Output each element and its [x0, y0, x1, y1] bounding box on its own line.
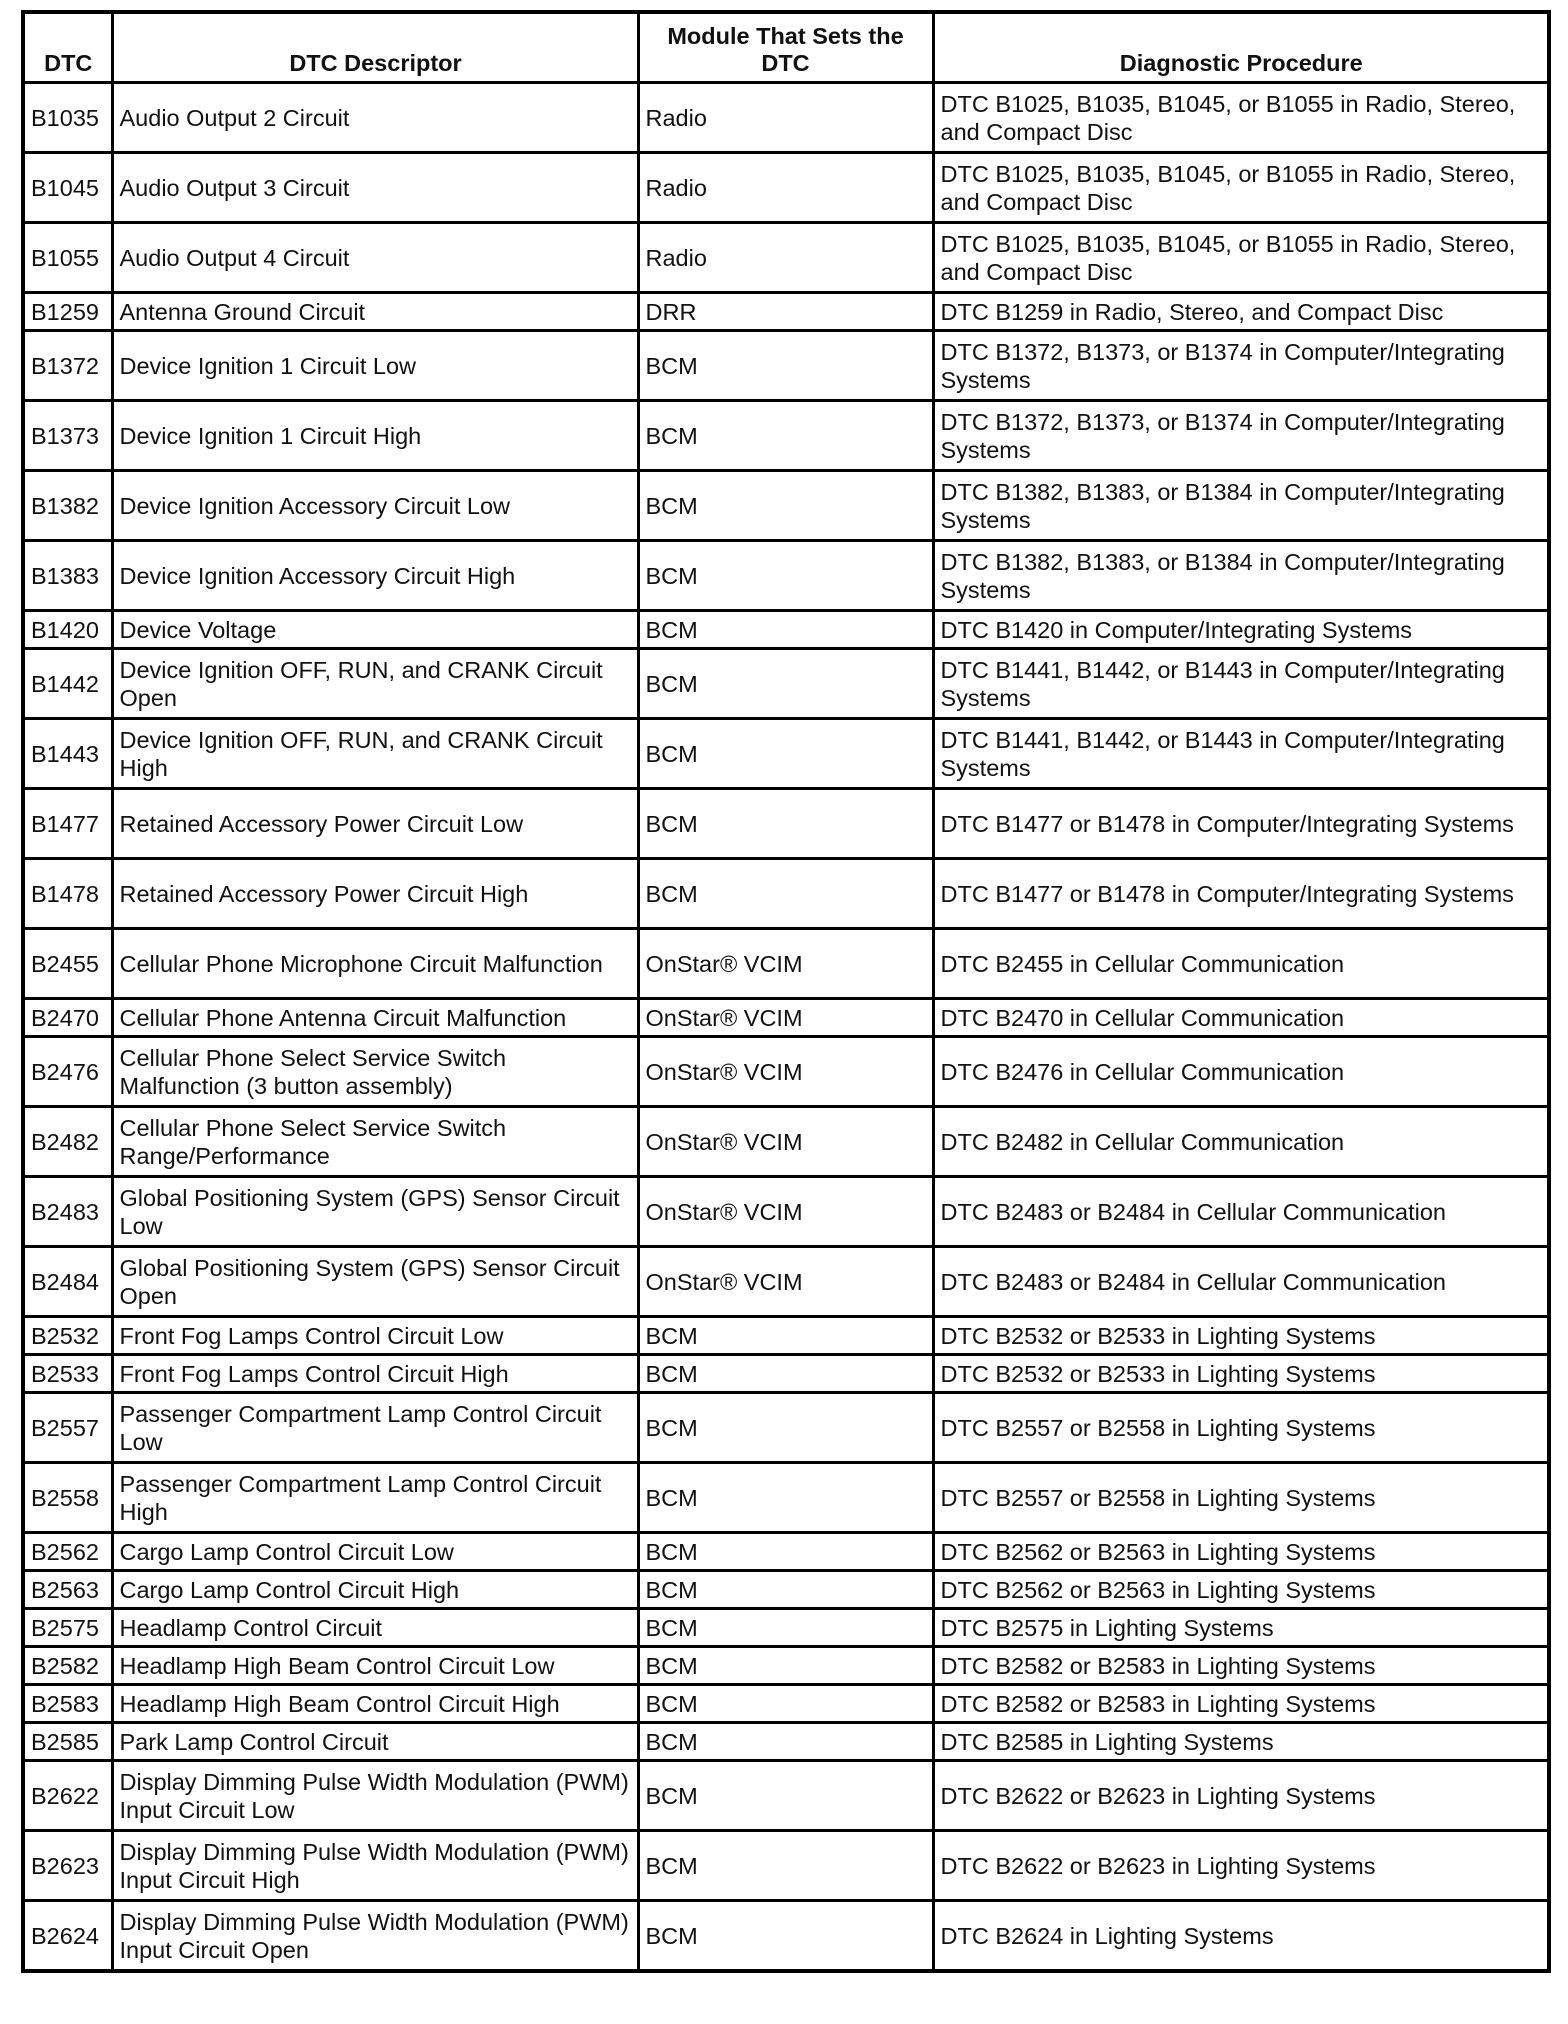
diagnostic-procedure-cell: DTC B2483 or B2484 in Cellular Communication	[933, 1177, 1549, 1247]
table-row	[23, 611, 1549, 649]
dtc-code-cell: B1373	[23, 401, 112, 471]
diagnostic-procedure-cell: DTC B2575 in Lighting Systems	[933, 1609, 1549, 1647]
module-cell: BCM	[638, 1761, 933, 1831]
dtc-descriptor-cell: Front Fog Lamps Control Circuit High	[112, 1355, 638, 1393]
diagnostic-procedure-cell: DTC B2532 or B2533 in Lighting Systems	[933, 1317, 1549, 1355]
dtc-code-cell: B1420	[23, 611, 112, 649]
dtc-descriptor-cell: Retained Accessory Power Circuit High	[112, 859, 638, 929]
diagnostic-procedure-cell: DTC B2582 or B2583 in Lighting Systems	[933, 1685, 1549, 1723]
dtc-code-cell: B2558	[23, 1463, 112, 1533]
diagnostic-procedure-cell: DTC B1441, B1442, or B1443 in Computer/Integrating Systems	[933, 649, 1549, 719]
module-cell: OnStar® VCIM	[638, 1037, 933, 1107]
dtc-code-cell: B2583	[23, 1685, 112, 1723]
module-cell: OnStar® VCIM	[638, 1107, 933, 1177]
table-row	[23, 1685, 1549, 1723]
diagnostic-procedure-cell: DTC B2470 in Cellular Communication	[933, 999, 1549, 1037]
dtc-code-cell: B1442	[23, 649, 112, 719]
module-cell: BCM	[638, 1723, 933, 1761]
table-row	[23, 331, 1549, 401]
module-cell: BCM	[638, 1355, 933, 1393]
dtc-code-cell: B1035	[23, 83, 112, 153]
table-row	[23, 1647, 1549, 1685]
dtc-descriptor-cell: Passenger Compartment Lamp Control Circuit Low	[112, 1393, 638, 1463]
dtc-descriptor-cell: Antenna Ground Circuit	[112, 293, 638, 331]
module-cell: BCM	[638, 1609, 933, 1647]
module-cell: BCM	[638, 719, 933, 789]
dtc-descriptor-cell: Cellular Phone Select Service Switch Malfunction (3 button assembly)	[112, 1037, 638, 1107]
diagnostic-procedure-cell: DTC B2582 or B2583 in Lighting Systems	[933, 1647, 1549, 1685]
dtc-code-cell: B2623	[23, 1831, 112, 1901]
dtc-descriptor-cell: Device Ignition Accessory Circuit High	[112, 541, 638, 611]
dtc-descriptor-cell: Device Voltage	[112, 611, 638, 649]
dtc-code-cell: B2476	[23, 1037, 112, 1107]
diagnostic-procedure-cell: DTC B1477 or B1478 in Computer/Integrating Systems	[933, 789, 1549, 859]
diagnostic-procedure-cell: DTC B2585 in Lighting Systems	[933, 1723, 1549, 1761]
dtc-descriptor-cell: Audio Output 2 Circuit	[112, 83, 638, 153]
table-header	[23, 12, 1549, 83]
dtc-descriptor-cell: Cellular Phone Microphone Circuit Malfunction	[112, 929, 638, 999]
dtc-descriptor-cell: Headlamp High Beam Control Circuit Low	[112, 1647, 638, 1685]
table-row	[23, 293, 1549, 331]
module-cell: BCM	[638, 331, 933, 401]
module-cell: BCM	[638, 859, 933, 929]
dtc-descriptor-cell: Cellular Phone Select Service Switch Range/Performance	[112, 1107, 638, 1177]
header-procedure: Diagnostic Procedure	[933, 12, 1549, 83]
dtc-code-cell: B2575	[23, 1609, 112, 1647]
diagnostic-procedure-cell: DTC B2562 or B2563 in Lighting Systems	[933, 1571, 1549, 1609]
table-row	[23, 471, 1549, 541]
table-row	[23, 1177, 1549, 1247]
module-cell: BCM	[638, 541, 933, 611]
module-cell: BCM	[638, 1533, 933, 1571]
dtc-code-cell: B1443	[23, 719, 112, 789]
dtc-code-cell: B2557	[23, 1393, 112, 1463]
table-row	[23, 541, 1549, 611]
dtc-code-cell: B1383	[23, 541, 112, 611]
table-row	[23, 1901, 1549, 1972]
diagnostic-procedure-cell: DTC B1259 in Radio, Stereo, and Compact Disc	[933, 293, 1549, 331]
dtc-code-cell: B2484	[23, 1247, 112, 1317]
table-row	[23, 83, 1549, 153]
diagnostic-procedure-cell: DTC B1420 in Computer/Integrating Systems	[933, 611, 1549, 649]
dtc-descriptor-cell: Device Ignition OFF, RUN, and CRANK Circuit Open	[112, 649, 638, 719]
module-cell: OnStar® VCIM	[638, 1177, 933, 1247]
module-cell: BCM	[638, 1831, 933, 1901]
dtc-descriptor-cell: Cellular Phone Antenna Circuit Malfunction	[112, 999, 638, 1037]
diagnostic-procedure-cell: DTC B2562 or B2563 in Lighting Systems	[933, 1533, 1549, 1571]
module-cell: BCM	[638, 1393, 933, 1463]
diagnostic-procedure-cell: DTC B1372, B1373, or B1374 in Computer/Integrating Systems	[933, 401, 1549, 471]
module-cell: Radio	[638, 153, 933, 223]
table-row	[23, 859, 1549, 929]
dtc-descriptor-cell: Front Fog Lamps Control Circuit Low	[112, 1317, 638, 1355]
table-row	[23, 999, 1549, 1037]
dtc-descriptor-cell: Audio Output 3 Circuit	[112, 153, 638, 223]
diagnostic-procedure-cell: DTC B2557 or B2558 in Lighting Systems	[933, 1463, 1549, 1533]
dtc-descriptor-cell: Device Ignition 1 Circuit High	[112, 401, 638, 471]
diagnostic-procedure-cell: DTC B1372, B1373, or B1374 in Computer/Integrating Systems	[933, 331, 1549, 401]
diagnostic-procedure-cell: DTC B2532 or B2533 in Lighting Systems	[933, 1355, 1549, 1393]
dtc-descriptor-cell: Global Positioning System (GPS) Sensor Circuit Open	[112, 1247, 638, 1317]
dtc-code-cell: B2582	[23, 1647, 112, 1685]
module-cell: BCM	[638, 1901, 933, 1972]
module-cell: Radio	[638, 83, 933, 153]
module-cell: BCM	[638, 1463, 933, 1533]
dtc-table	[21, 10, 1551, 1973]
diagnostic-procedure-cell: DTC B2622 or B2623 in Lighting Systems	[933, 1831, 1549, 1901]
header-descriptor: DTC Descriptor	[112, 12, 638, 83]
table-row	[23, 401, 1549, 471]
dtc-descriptor-cell: Display Dimming Pulse Width Modulation (PWM) Input Circuit Open	[112, 1901, 638, 1972]
module-cell: BCM	[638, 1685, 933, 1723]
diagnostic-procedure-cell: DTC B1025, B1035, B1045, or B1055 in Radio, Stereo, and Compact Disc	[933, 223, 1549, 293]
dtc-code-cell: B1477	[23, 789, 112, 859]
table-row	[23, 789, 1549, 859]
diagnostic-procedure-cell: DTC B2622 or B2623 in Lighting Systems	[933, 1761, 1549, 1831]
dtc-code-cell: B2455	[23, 929, 112, 999]
dtc-descriptor-cell: Cargo Lamp Control Circuit High	[112, 1571, 638, 1609]
dtc-code-cell: B2483	[23, 1177, 112, 1247]
diagnostic-procedure-cell: DTC B2455 in Cellular Communication	[933, 929, 1549, 999]
module-cell: DRR	[638, 293, 933, 331]
table-row	[23, 1463, 1549, 1533]
table-row	[23, 1317, 1549, 1355]
table-row	[23, 153, 1549, 223]
dtc-code-cell: B2533	[23, 1355, 112, 1393]
dtc-descriptor-cell: Audio Output 4 Circuit	[112, 223, 638, 293]
dtc-code-cell: B2585	[23, 1723, 112, 1761]
dtc-descriptor-cell: Device Ignition OFF, RUN, and CRANK Circuit High	[112, 719, 638, 789]
diagnostic-procedure-cell: DTC B1382, B1383, or B1384 in Computer/Integrating Systems	[933, 541, 1549, 611]
dtc-code-cell: B2563	[23, 1571, 112, 1609]
module-cell: BCM	[638, 1571, 933, 1609]
diagnostic-procedure-cell: DTC B1382, B1383, or B1384 in Computer/Integrating Systems	[933, 471, 1549, 541]
table-row	[23, 1609, 1549, 1647]
dtc-descriptor-cell: Display Dimming Pulse Width Modulation (PWM) Input Circuit High	[112, 1831, 638, 1901]
table-row	[23, 1247, 1549, 1317]
header-row	[23, 12, 1549, 83]
table-row	[23, 649, 1549, 719]
header-dtc: DTC	[23, 12, 112, 83]
module-cell: BCM	[638, 649, 933, 719]
dtc-code-cell: B1259	[23, 293, 112, 331]
dtc-code-cell: B2532	[23, 1317, 112, 1355]
dtc-descriptor-cell: Display Dimming Pulse Width Modulation (PWM) Input Circuit Low	[112, 1761, 638, 1831]
table-row	[23, 223, 1549, 293]
table-row	[23, 1571, 1549, 1609]
dtc-descriptor-cell: Device Ignition 1 Circuit Low	[112, 331, 638, 401]
table-row	[23, 929, 1549, 999]
diagnostic-procedure-cell: DTC B2482 in Cellular Communication	[933, 1107, 1549, 1177]
table-body	[23, 83, 1549, 1972]
diagnostic-procedure-cell: DTC B2557 or B2558 in Lighting Systems	[933, 1393, 1549, 1463]
module-cell: OnStar® VCIM	[638, 1247, 933, 1317]
module-cell: BCM	[638, 789, 933, 859]
module-cell: BCM	[638, 1317, 933, 1355]
dtc-descriptor-cell: Retained Accessory Power Circuit Low	[112, 789, 638, 859]
dtc-code-cell: B1382	[23, 471, 112, 541]
table-row	[23, 1761, 1549, 1831]
diagnostic-procedure-cell: DTC B1025, B1035, B1045, or B1055 in Radio, Stereo, and Compact Disc	[933, 153, 1549, 223]
table-row	[23, 1831, 1549, 1901]
dtc-code-cell: B2482	[23, 1107, 112, 1177]
dtc-descriptor-cell: Headlamp High Beam Control Circuit High	[112, 1685, 638, 1723]
module-cell: BCM	[638, 401, 933, 471]
diagnostic-procedure-cell: DTC B2476 in Cellular Communication	[933, 1037, 1549, 1107]
dtc-descriptor-cell: Device Ignition Accessory Circuit Low	[112, 471, 638, 541]
table-row	[23, 1037, 1549, 1107]
module-cell: BCM	[638, 471, 933, 541]
dtc-descriptor-cell: Cargo Lamp Control Circuit Low	[112, 1533, 638, 1571]
table-row	[23, 1723, 1549, 1761]
module-cell: BCM	[638, 611, 933, 649]
dtc-code-cell: B1045	[23, 153, 112, 223]
dtc-document	[21, 10, 1547, 1973]
diagnostic-procedure-cell: DTC B2483 or B2484 in Cellular Communication	[933, 1247, 1549, 1317]
module-cell: OnStar® VCIM	[638, 929, 933, 999]
table-row	[23, 1107, 1549, 1177]
diagnostic-procedure-cell: DTC B1441, B1442, or B1443 in Computer/Integrating Systems	[933, 719, 1549, 789]
table-row	[23, 719, 1549, 789]
diagnostic-procedure-cell: DTC B1025, B1035, B1045, or B1055 in Radio, Stereo, and Compact Disc	[933, 83, 1549, 153]
dtc-code-cell: B2470	[23, 999, 112, 1037]
dtc-descriptor-cell: Passenger Compartment Lamp Control Circuit High	[112, 1463, 638, 1533]
module-cell: OnStar® VCIM	[638, 999, 933, 1037]
module-cell: BCM	[638, 1647, 933, 1685]
diagnostic-procedure-cell: DTC B1477 or B1478 in Computer/Integrating Systems	[933, 859, 1549, 929]
table-row	[23, 1393, 1549, 1463]
dtc-code-cell: B1372	[23, 331, 112, 401]
dtc-code-cell: B2562	[23, 1533, 112, 1571]
dtc-code-cell: B1055	[23, 223, 112, 293]
diagnostic-procedure-cell: DTC B2624 in Lighting Systems	[933, 1901, 1549, 1972]
table-row	[23, 1355, 1549, 1393]
header-module: Module That Sets the DTC	[638, 12, 933, 83]
table-row	[23, 1533, 1549, 1571]
dtc-descriptor-cell: Global Positioning System (GPS) Sensor Circuit Low	[112, 1177, 638, 1247]
dtc-code-cell: B1478	[23, 859, 112, 929]
dtc-code-cell: B2624	[23, 1901, 112, 1972]
module-cell: Radio	[638, 223, 933, 293]
dtc-code-cell: B2622	[23, 1761, 112, 1831]
dtc-descriptor-cell: Park Lamp Control Circuit	[112, 1723, 638, 1761]
dtc-descriptor-cell: Headlamp Control Circuit	[112, 1609, 638, 1647]
